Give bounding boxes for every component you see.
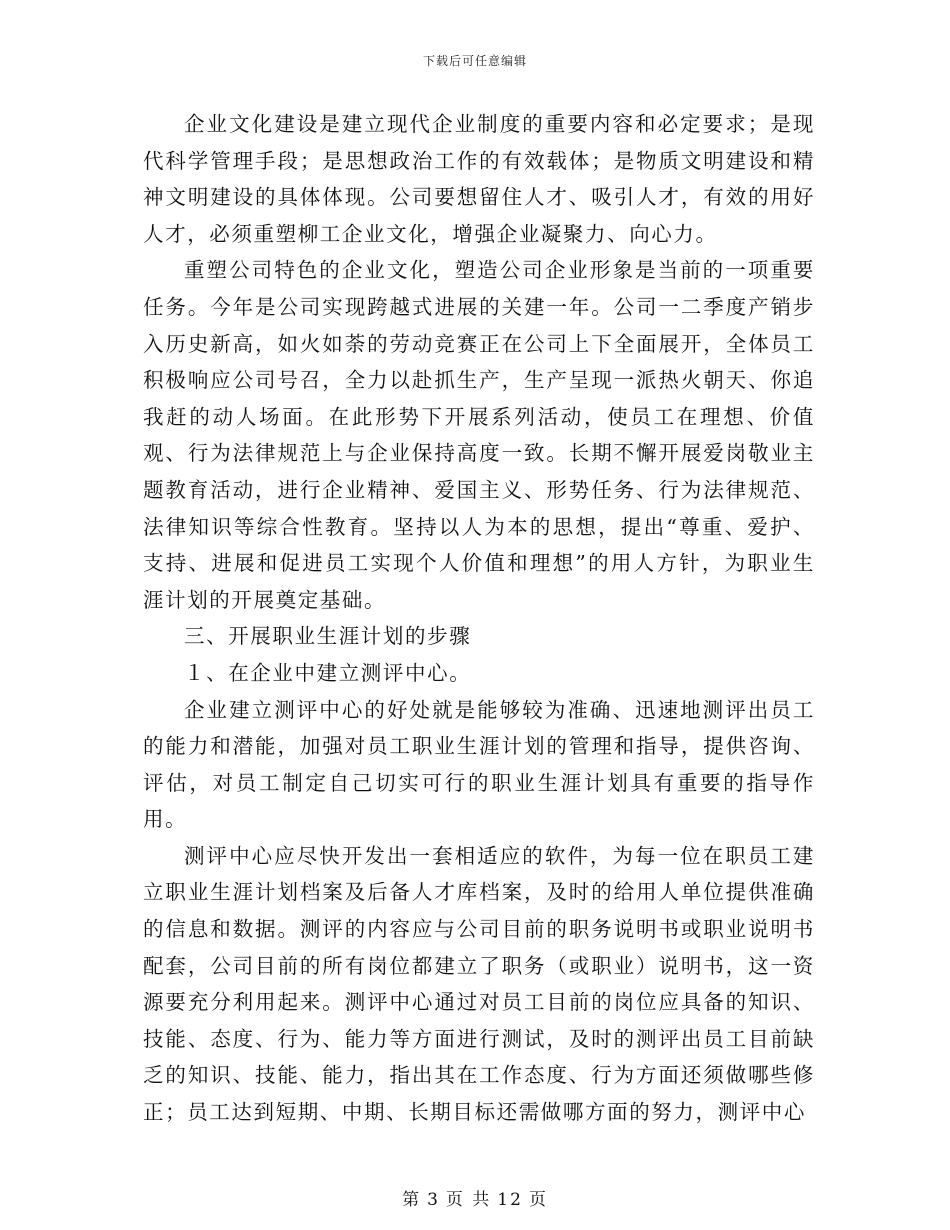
page-header: 下载后可任意编辑 bbox=[422, 54, 527, 68]
footer-prefix: 第 bbox=[402, 1190, 422, 1210]
document-body bbox=[143, 106, 815, 1131]
footer-suffix: 页 bbox=[528, 1190, 548, 1210]
paragraph-assessment-software: 测评中心应尽快开发出一套相适应的软件，为每一位在职员工建立职业生涯计划档案及后备人才库档案，及时的给用人单位提供准确的信息和数据。测评的内容应与公司目前的职务说明书或职业说明书配套，公司目前的所有岗位都建立了职务（或职业）说明书，这一资源要充分利用起来。测评中心通过对员工目前的岗位应具备的知识、技能、态度、行为、能力等方面进行测试，及时的测评出员工目前缺乏的知识、技能、能力，指出其在工作态度、行为方面还须做哪些修正；员工达到短期、中期、长期目标还需做哪方面的努力，测评中心 bbox=[143, 843, 815, 1125]
footer-middle: 页 共 bbox=[445, 1190, 492, 1210]
page-footer bbox=[0, 1185, 950, 1210]
total-page-count: 12 bbox=[497, 1190, 523, 1210]
subsection-heading: １、在企业中建立测评中心。 bbox=[184, 660, 472, 685]
paragraph-reshape-culture: 重塑公司特色的企业文化，塑造公司企业形象是当前的一项重要任务。今年是公司实现跨越式进展的关建一年。公司一二季度产销步入历史新高，如火如荼的劳动竞赛正在公司上下全面展开，全体员工积极响应公司号召，全力以赴抓生产，生产呈现一派热火朝天、你追我赶的动人场面。在此形势下开展系列活动，使员工在理想、价值观、行为法律规范上与企业保持高度一致。长期不懈开展爱岗敬业主题教育活动，进行企业精神、爱国主义、形势任务、行为法律规范、法律知识等综合性教育。坚持以人为本的思想，提出“尊重、爱护、支持、进展和促进员工实现个人价值和理想”的用人方针，为职业生涯计划的开展奠定基础。 bbox=[143, 258, 815, 612]
paragraph-assessment-benefits: 企业建立测评中心的好处就是能够较为准确、迅速地测评出员工的能力和潜能，加强对员工职业生涯计划的管理和指导，提供咨询、评估，对员工制定自己切实可行的职业生涯计划具有重要的指导作用。 bbox=[143, 697, 815, 832]
paragraph-corporate-culture: 企业文化建设是建立现代企业制度的重要内容和必定要求；是现代科学管理手段；是思想政治工作的有效载体；是物质文明建设和精神文明建设的具体体现。公司要想留住人才、吸引人才，有效的用好人才，必须重塑柳工企业文化，增强企业凝聚力、向心力。 bbox=[143, 112, 815, 246]
current-page-number: 3 bbox=[427, 1190, 440, 1210]
section-heading: 三、开展职业生涯计划的步骤 bbox=[184, 624, 472, 649]
